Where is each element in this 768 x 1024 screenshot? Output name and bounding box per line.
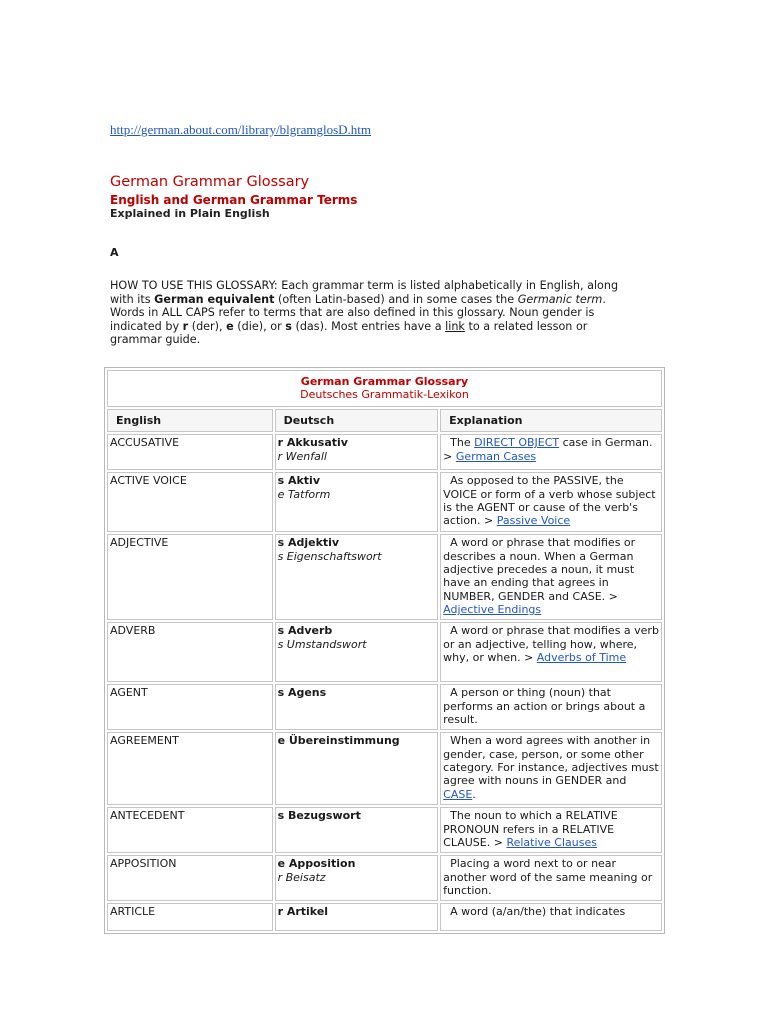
german-term: e Apposition xyxy=(277,857,356,871)
cell-deutsch xyxy=(275,434,439,470)
intro-bold-german-equivalent: German equivalent xyxy=(154,292,275,306)
explanation-text: A person or thing (noun) that performs an action or brings about a result. xyxy=(443,686,646,727)
german-term: s Bezugswort xyxy=(277,809,361,823)
intro-paragraph xyxy=(110,279,630,347)
table-row xyxy=(107,903,662,931)
explanation-text: Placing a word next to or near another word of the same meaning or function. xyxy=(443,857,653,898)
german-term: s Agens xyxy=(277,686,327,700)
explanation-link[interactable]: Passive Voice xyxy=(496,514,571,528)
table-row xyxy=(107,732,662,805)
cell-explanation xyxy=(440,472,662,532)
table-row xyxy=(107,622,662,682)
explanation-text: When a word agrees with another in gender, case, person, or some other category. For instance, adjectives must agree with nouns in GENDER and xyxy=(443,734,659,788)
german-term: s Aktiv xyxy=(277,474,320,488)
cell-english: AGENT xyxy=(107,684,273,730)
cell-english: ADVERB xyxy=(107,622,273,682)
explanation-text: A word or phrase that modifies or describes a noun. When a German adjective precedes a noun, it must have an ending that agrees in NUMBER, GENDER and CASE. > xyxy=(443,536,636,603)
table-subtitle: Deutsches Grammatik-Lexikon xyxy=(300,388,469,402)
explanation-text: . xyxy=(472,787,476,801)
intro-text: HOW TO USE THIS GLOSSARY: Each grammar term is listed alphabetically in English, along with its xyxy=(110,279,619,306)
intro-text: (der), xyxy=(188,319,227,333)
cell-explanation xyxy=(440,684,662,730)
glossary-table xyxy=(104,367,665,934)
cell-deutsch xyxy=(275,534,439,620)
explanation-text: A word or phrase that modifies a verb or an adjective, telling how, where, why, or when. > xyxy=(443,624,659,665)
germanic-term: r Beisatz xyxy=(277,870,326,884)
explanation-link[interactable]: CASE xyxy=(443,787,473,801)
cell-deutsch xyxy=(275,684,439,730)
germanic-term: s Umstandswort xyxy=(277,637,367,651)
germanic-term: s Eigenschaftswort xyxy=(277,549,382,563)
intro-text: to a related lesson or grammar guide. xyxy=(110,319,588,346)
table-header-row xyxy=(107,370,662,407)
page-subtitle: English and German Grammar Terms xyxy=(110,193,358,207)
source-url-link[interactable]: http://german.about.com/library/blgramglosD.htm xyxy=(110,122,372,137)
german-term: r Akkusativ xyxy=(277,436,348,450)
german-term: s Adjektiv xyxy=(277,536,340,550)
page-tagline: Explained in Plain English xyxy=(110,207,270,220)
gender-e: e xyxy=(226,319,234,333)
explanation-link[interactable]: DIRECT OBJECT xyxy=(474,436,560,450)
gender-s: s xyxy=(285,319,292,333)
explanation-text: The xyxy=(450,436,475,450)
cell-deutsch xyxy=(275,732,439,805)
cell-english: ANTECEDENT xyxy=(107,807,273,853)
german-term: e Übereinstimmung xyxy=(277,734,400,748)
explanation-text: case in German. > xyxy=(443,436,653,463)
explanation-link[interactable]: Adjective Endings xyxy=(443,603,542,617)
cell-deutsch xyxy=(275,622,439,682)
intro-link[interactable]: link xyxy=(445,319,465,333)
cell-english: ACTIVE VOICE xyxy=(107,472,273,532)
germanic-term: e Tatform xyxy=(277,487,331,501)
cell-explanation xyxy=(440,903,662,931)
column-header-deutsch: Deutsch xyxy=(275,409,439,432)
table-row xyxy=(107,684,662,730)
cell-english: APPOSITION xyxy=(107,855,273,901)
table-row xyxy=(107,434,662,470)
intro-text: (die), or xyxy=(233,319,286,333)
german-term: r Artikel xyxy=(277,905,329,919)
cell-english: ARTICLE xyxy=(107,903,273,931)
section-letter: A xyxy=(110,246,119,259)
explanation-text: The noun to which a RELATIVE PRONOUN refers in a RELATIVE CLAUSE. > xyxy=(443,809,618,850)
cell-deutsch xyxy=(275,855,439,901)
germanic-term: r Wenfall xyxy=(277,449,327,463)
column-header-explanation: Explanation xyxy=(440,409,662,432)
cell-english: AGREEMENT xyxy=(107,732,273,805)
table-title: German Grammar Glossary xyxy=(300,375,469,388)
table-header-cell xyxy=(107,370,662,407)
column-header-row xyxy=(107,409,662,432)
cell-explanation xyxy=(440,732,662,805)
intro-text: (often Latin-based) and in some cases the xyxy=(274,292,518,306)
cell-english: ADJECTIVE xyxy=(107,534,273,620)
german-term: s Adverb xyxy=(277,624,333,638)
intro-text: . Words in ALL CAPS refer to terms that are also defined in this glossary. Noun gender is indicated by xyxy=(110,292,606,333)
explanation-text: A word (a/an/the) that indicates xyxy=(450,905,626,919)
explanation-link[interactable]: Adverbs of Time xyxy=(536,651,627,665)
cell-explanation xyxy=(440,855,662,901)
cell-deutsch xyxy=(275,903,439,931)
table-row xyxy=(107,472,662,532)
cell-deutsch xyxy=(275,472,439,532)
gender-r: r xyxy=(182,319,189,333)
explanation-link[interactable]: Relative Clauses xyxy=(506,836,597,850)
cell-english: ACCUSATIVE xyxy=(107,434,273,470)
intro-text: (das). Most entries have a xyxy=(291,319,446,333)
cell-explanation xyxy=(440,622,662,682)
cell-explanation xyxy=(440,807,662,853)
cell-explanation xyxy=(440,534,662,620)
intro-italic-germanic-term: Germanic term xyxy=(517,292,603,306)
cell-deutsch xyxy=(275,807,439,853)
column-header-english: English xyxy=(107,409,273,432)
page-title: German Grammar Glossary xyxy=(110,174,310,190)
explanation-text: As opposed to the PASSIVE, the VOICE or form of a verb whose subject is the AGENT or cause of the verb's action. > xyxy=(443,474,656,528)
table-row xyxy=(107,534,662,620)
table-row xyxy=(107,855,662,901)
explanation-link[interactable]: German Cases xyxy=(455,449,537,463)
table-row xyxy=(107,807,662,853)
cell-explanation xyxy=(440,434,662,470)
